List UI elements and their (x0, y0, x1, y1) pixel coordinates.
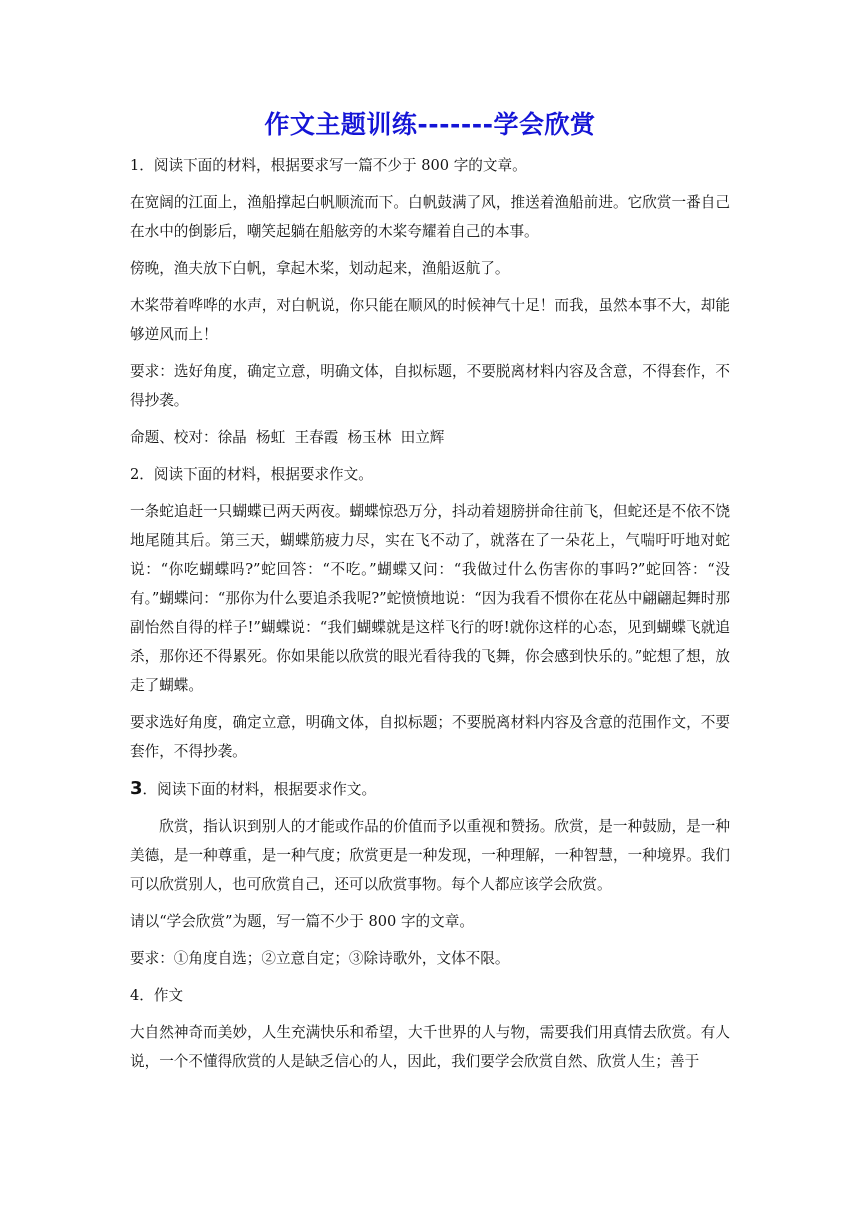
document-title: 作文主题训练-------学会欣赏 (264, 110, 596, 139)
question-3-heading (130, 774, 730, 804)
question-2-paragraph-1: 一条蛇追赶一只蝴蝶已两天两夜。蝴蝶惊恐万分，抖动着翅膀拼命往前飞，但蛇还是不依不饶地尾随其后。第三天，蝴蝶筋疲力尽，实在飞不动了，就落在了一朵花上，气喘吁吁地对蛇说：“你吃蝴蝶吗?”蛇回答：“不吃。”蝴蝶又问：“我做过什么伤害你的事吗?”蛇回答：“没有。”蝴蝶问：“那你为什么要追杀我呢?”蛇愤愤地说：“因为我看不惯你在花丛中翩翩起舞时那副怡然自得的样子!”蝴蝶说：“我们蝴蝶就是这样飞行的呀!就你这样的心态，见到蝴蝶飞就追杀，那你还不得累死。你如果能以欣赏的眼光看待我的飞舞，你会感到快乐的。”蛇想了想，放走了蝴蝶。 (130, 503, 730, 694)
document-body (130, 151, 730, 1084)
question-4-paragraph-1: 大自然神奇而美妙，人生充满快乐和希望，大千世界的人与物，需要我们用真情去欣赏。有人说，一个不懂得欣赏的人是缺乏信心的人，因此，我们要学会欣赏自然、欣赏人生；善于 (130, 1024, 730, 1070)
question-1-paragraph-3: 木桨带着哗哗的水声，对白帆说，你只能在顺风的时候神气十足！而我，虽然本事不大，却能够逆风而上！ (130, 297, 730, 343)
question-2-requirements: 要求选好角度，确定立意，明确文体，自拟标题；不要脱离材料内容及含意的范围作文，不要套作，不得抄袭。 (130, 714, 730, 760)
question-1-credits: 命题、校对：徐晶 杨虹 王春霞 杨玉林 田立辉 (130, 429, 445, 446)
question-3-number: 3 (130, 778, 143, 799)
question-1-requirements: 要求：选好角度，确定立意，明确文体，自拟标题，不要脱离材料内容及含意，不得套作，不得抄袭。 (130, 363, 730, 409)
question-2-heading: 2．阅读下面的材料，根据要求作文。 (130, 466, 373, 483)
question-1-paragraph-2: 傍晚，渔夫放下白帆，拿起木桨，划动起来，渔船返航了。 (130, 260, 510, 277)
question-3-heading-text: ．阅读下面的材料，根据要求作文。 (142, 781, 377, 798)
question-4-heading: 4．作文 (130, 987, 184, 1004)
question-3-paragraph-1: 欣赏，指认识到别人的才能或作品的价值而予以重视和赞扬。欣赏，是一种鼓励，是一种美德，是一种尊重，是一种气度；欣赏更是一种发现，一种理解，一种智慧，一种境界。我们可以欣赏别人，也可欣赏自己，还可以欣赏事物。每个人都应该学会欣赏。 (130, 818, 730, 893)
question-3-paragraph-2: 请以“学会欣赏”为题，写一篇不少于 800 字的文章。 (130, 913, 474, 930)
question-3-requirements: 要求：①角度自选；②立意自定；③除诗歌外，文体不限。 (130, 950, 510, 967)
question-1-paragraph-1: 在宽阔的江面上，渔船撑起白帆顺流而下。白帆鼓满了风，推送着渔船前进。它欣赏一番自己在水中的倒影后，嘲笑起躺在船舷旁的木桨夸耀着自己的本事。 (130, 194, 730, 240)
question-1-heading: 1．阅读下面的材料，根据要求写一篇不少于 800 字的文章。 (130, 157, 527, 174)
